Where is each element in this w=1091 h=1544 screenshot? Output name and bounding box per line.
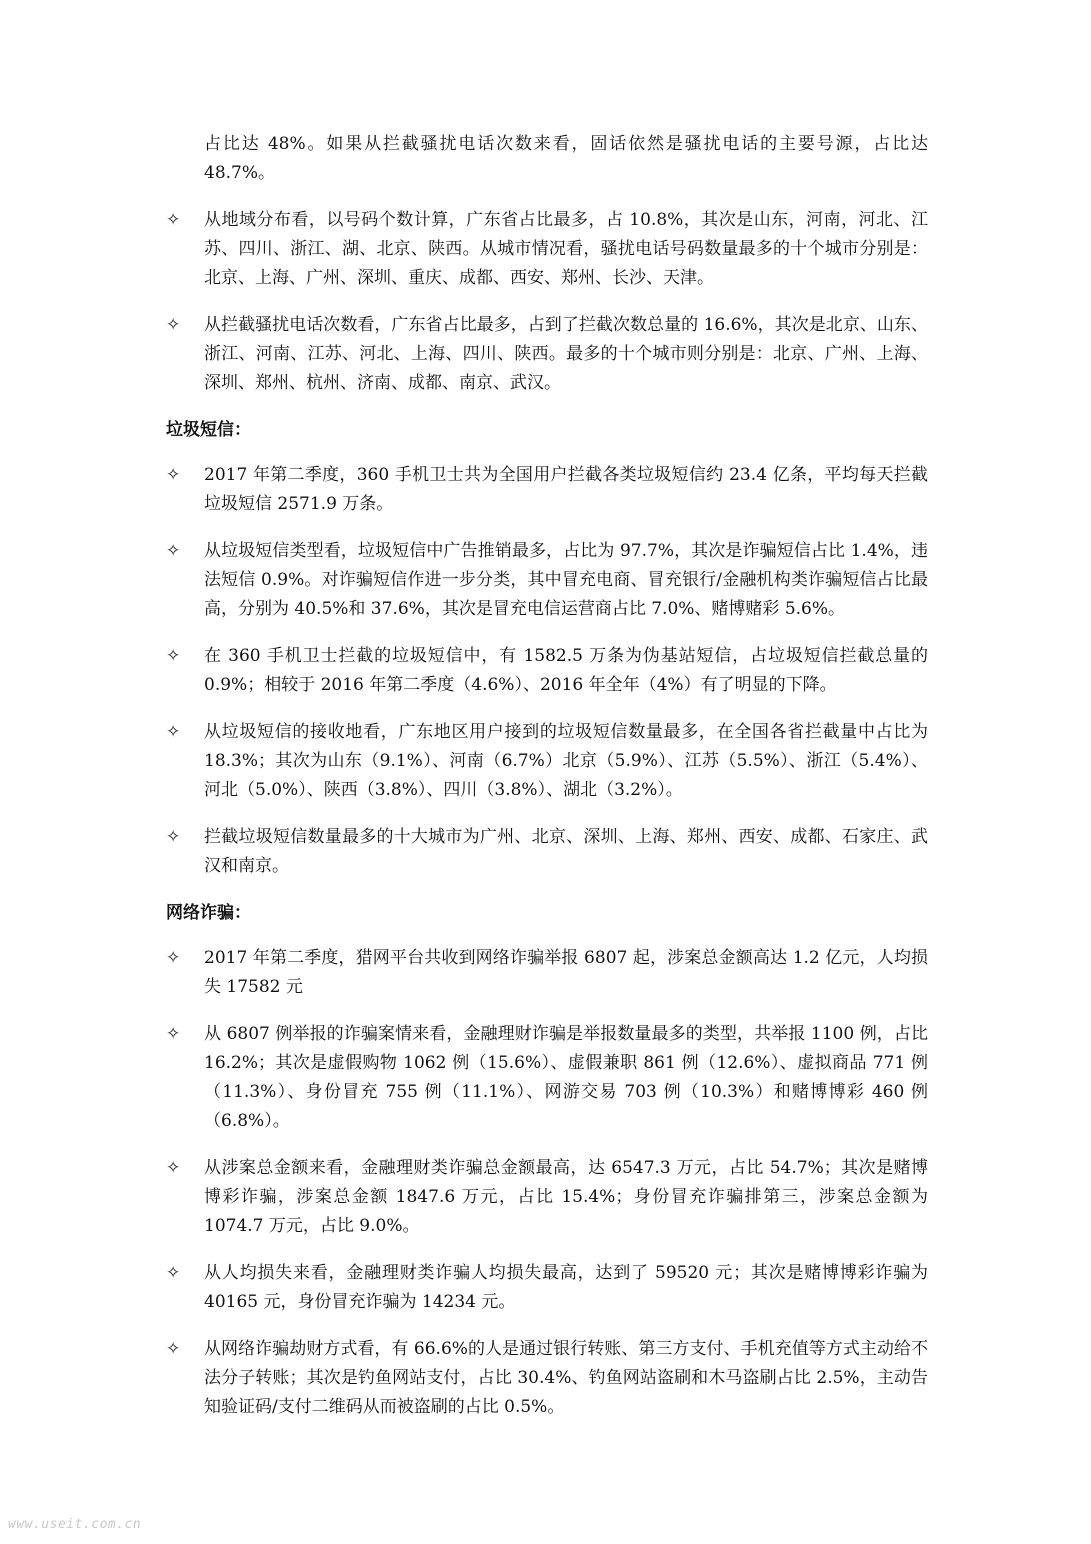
list-item-text: 从网络诈骗劫财方式看，有 66.6%的人是通过银行转账、第三方支付、手机充值等方式主动给不法分子转账；其次是钓鱼网站支付，占比 30.4%、钓鱼网站盗刷和木马盗刷占比 2.5%，主动告知验证码/支付二维码从而被盗刷的占比 0.5%。 [204,1339,928,1417]
list-item [166,1259,928,1317]
diamond-bullet-icon: ✧ [166,722,181,742]
diamond-bullet-icon: ✧ [166,1263,181,1283]
intro-continuation: 占比达 48%。如果从拦截骚扰电话次数来看，固话依然是骚扰电话的主要号源，占比达 48.7%。 [204,134,928,183]
list-item [166,311,928,398]
page-content [166,130,928,1440]
diamond-bullet-icon: ✧ [166,315,181,335]
list-item [166,1020,928,1136]
list-item-text: 拦截垃圾短信数量最多的十大城市为广州、北京、深圳、上海、郑州、西安、成都、石家庄、武汉和南京。 [204,827,928,876]
list-item [166,642,928,700]
list-item-text: 从垃圾短信类型看，垃圾短信中广告推销最多，占比为 97.7%，其次是诈骗短信占比 1.4%，违法短信 0.9%。对诈骗短信作进一步分类，其中冒充电商、冒充银行/金融机构类诈骗短信占比最高，分别为 40.5%和 37.6%，其次是冒充电信运营商占比 7.0%、赌博赌彩 5.6%。 [204,541,928,619]
list-item [166,206,928,293]
diamond-bullet-icon: ✧ [166,646,181,666]
list-item-text: 从人均损失来看，金融理财类诈骗人均损失最高，达到了 59520 元；其次是赌博博彩诈骗为 40165 元，身份冒充诈骗为 14234 元。 [204,1263,928,1312]
list-item-text: 从涉案总金额来看，金融理财类诈骗总金额最高，达 6547.3 万元，占比 54.7%；其次是赌博博彩诈骗，涉案总金额 1847.6 万元，占比 15.4%；身份冒充诈骗排第三，涉案总金额为 1074.7 万元，占比 9.0%。 [204,1158,928,1236]
section-title-network-fraud: 网络诈骗： [166,903,251,923]
list-item-text: 从地域分布看，以号码个数计算，广东省占比最多，占 10.8%，其次是山东，河南，河北、江苏、四川、浙江、湖、北京、陕西。从城市情况看，骚扰电话号码数量最多的十个城市分别是：北京、上海、广州、深圳、重庆、成都、西安、郑州、长沙、天津。 [204,210,928,288]
diamond-bullet-icon: ✧ [166,210,181,230]
list-item-text: 从拦截骚扰电话次数看，广东省占比最多，占到了拦截次数总量的 16.6%，其次是北京、山东、浙江、河南、江苏、河北、上海、四川、陕西。最多的十个城市则分别是：北京、广州、上海、深圳、郑州、杭州、济南、成都、南京、武汉。 [204,315,928,393]
list-item [166,1154,928,1241]
diamond-bullet-icon: ✧ [166,827,181,847]
diamond-bullet-icon: ✧ [166,1158,181,1178]
diamond-bullet-icon: ✧ [166,541,181,561]
watermark: www.useit.com.cn [8,1517,142,1532]
list-item-text: 从垃圾短信的接收地看，广东地区用户接到的垃圾短信数量最多，在全国各省拦截量中占比为 18.3%；其次为山东（9.1%）、河南（6.7%）北京（5.9%）、江苏（5.5%）、浙江（5.4%）、河北（5.0%）、陕西（3.8%）、四川（3.8%）、湖北（3.2%）。 [204,722,928,800]
list-item-text: 2017 年第二季度，猎网平台共收到网络诈骗举报 6807 起，涉案总金额高达 1.2 亿元，人均损失 17582 元 [204,948,928,997]
list-item [166,944,928,1002]
list-item-text: 2017 年第二季度，360 手机卫士共为全国用户拦截各类垃圾短信约 23.4 亿条，平均每天拦截垃圾短信 2571.9 万条。 [204,465,928,514]
list-item [166,823,928,881]
list-item [166,718,928,805]
diamond-bullet-icon: ✧ [166,1024,181,1044]
section-title-spam-sms: 垃圾短信： [166,420,251,440]
list-item [166,461,928,519]
list-item-text: 在 360 手机卫士拦截的垃圾短信中，有 1582.5 万条为伪基站短信，占垃圾短信拦截总量的 0.9%；相较于 2016 年第二季度（4.6%）、2016 年全年（4%）有了明显的下降。 [204,646,928,695]
list-item [166,1335,928,1422]
diamond-bullet-icon: ✧ [166,948,181,968]
list-item-text: 从 6807 例举报的诈骗案情来看，金融理财诈骗是举报数量最多的类型，共举报 1100 例，占比 16.2%；其次是虚假购物 1062 例（15.6%）、虚假兼职 861 例（12.6%）、虚拟商品 771 例（11.3%）、身份冒充 755 例（11.1%）、网游交易 703 例（10.3%）和赌博博彩 460 例（6.8%）。 [204,1024,928,1131]
diamond-bullet-icon: ✧ [166,465,181,485]
list-item [166,537,928,624]
diamond-bullet-icon: ✧ [166,1339,181,1359]
